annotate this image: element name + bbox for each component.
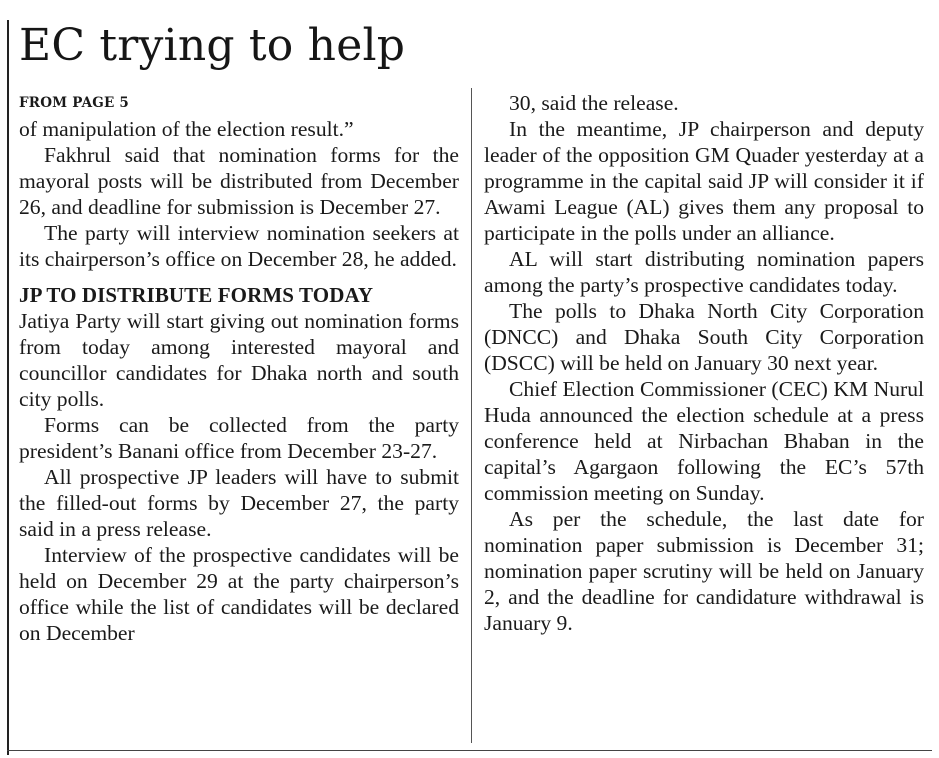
paragraph: As per the schedule, the last date for nomination paper submission is December 31; nomination paper scrutiny will be held on January 2, and the deadline for candidature withdrawal is January 9. (484, 507, 924, 635)
paragraph: Chief Election Commissioner (CEC) KM Nurul Huda announced the election schedule at a press conference held at Nirbachan Bhaban in the capital’s Agargaon following the EC’s 57th commission meeting on Sunday. (484, 377, 924, 505)
paragraph: of manipulation of the election result.” (19, 117, 354, 141)
paragraph: AL will start distributing nomination papers among the party’s prospective candidates today. (484, 247, 924, 297)
paragraph: In the meantime, JP chairperson and deputy leader of the opposition GM Quader yesterday at a programme in the capital said JP will consider it if Awami League (AL) gives them any proposal to participate in the polls under an alliance. (484, 117, 924, 245)
subheading: JP TO DISTRIBUTE FORMS TODAY (19, 283, 374, 307)
bottom-rule (7, 750, 932, 751)
paragraph: Jatiya Party will start giving out nomination forms from today among interested mayoral and councillor candidates for Dhaka north and south city polls. (19, 309, 459, 411)
paragraph: 30, said the release. (509, 91, 679, 115)
paragraph: The polls to Dhaka North City Corporation (DNCC) and Dhaka South City Corporation (DSCC) will be held on January 30 next year. (484, 299, 924, 375)
paragraph: All prospective JP leaders will have to submit the filled-out forms by December 27, the party said in a press release. (19, 465, 459, 541)
continuation-kicker: FROM PAGE 5 (19, 95, 129, 111)
paragraph: The party will interview nomination seekers at its chairperson’s office on December 28, he added. (19, 221, 459, 271)
right-column (484, 90, 924, 740)
column-divider (471, 88, 472, 743)
paragraph: Interview of the prospective candidates will be held on December 29 at the party chairperson’s office while the list of candidates will be declared on December (19, 543, 459, 645)
left-column (19, 90, 459, 740)
paragraph: Fakhrul said that nomination forms for the mayoral posts will be distributed from December 26, and deadline for submission is December 27. (19, 143, 459, 219)
left-border-rule (7, 20, 9, 755)
headline: EC trying to help (19, 20, 406, 71)
paragraph: Forms can be collected from the party president’s Banani office from December 23-27. (19, 413, 459, 463)
